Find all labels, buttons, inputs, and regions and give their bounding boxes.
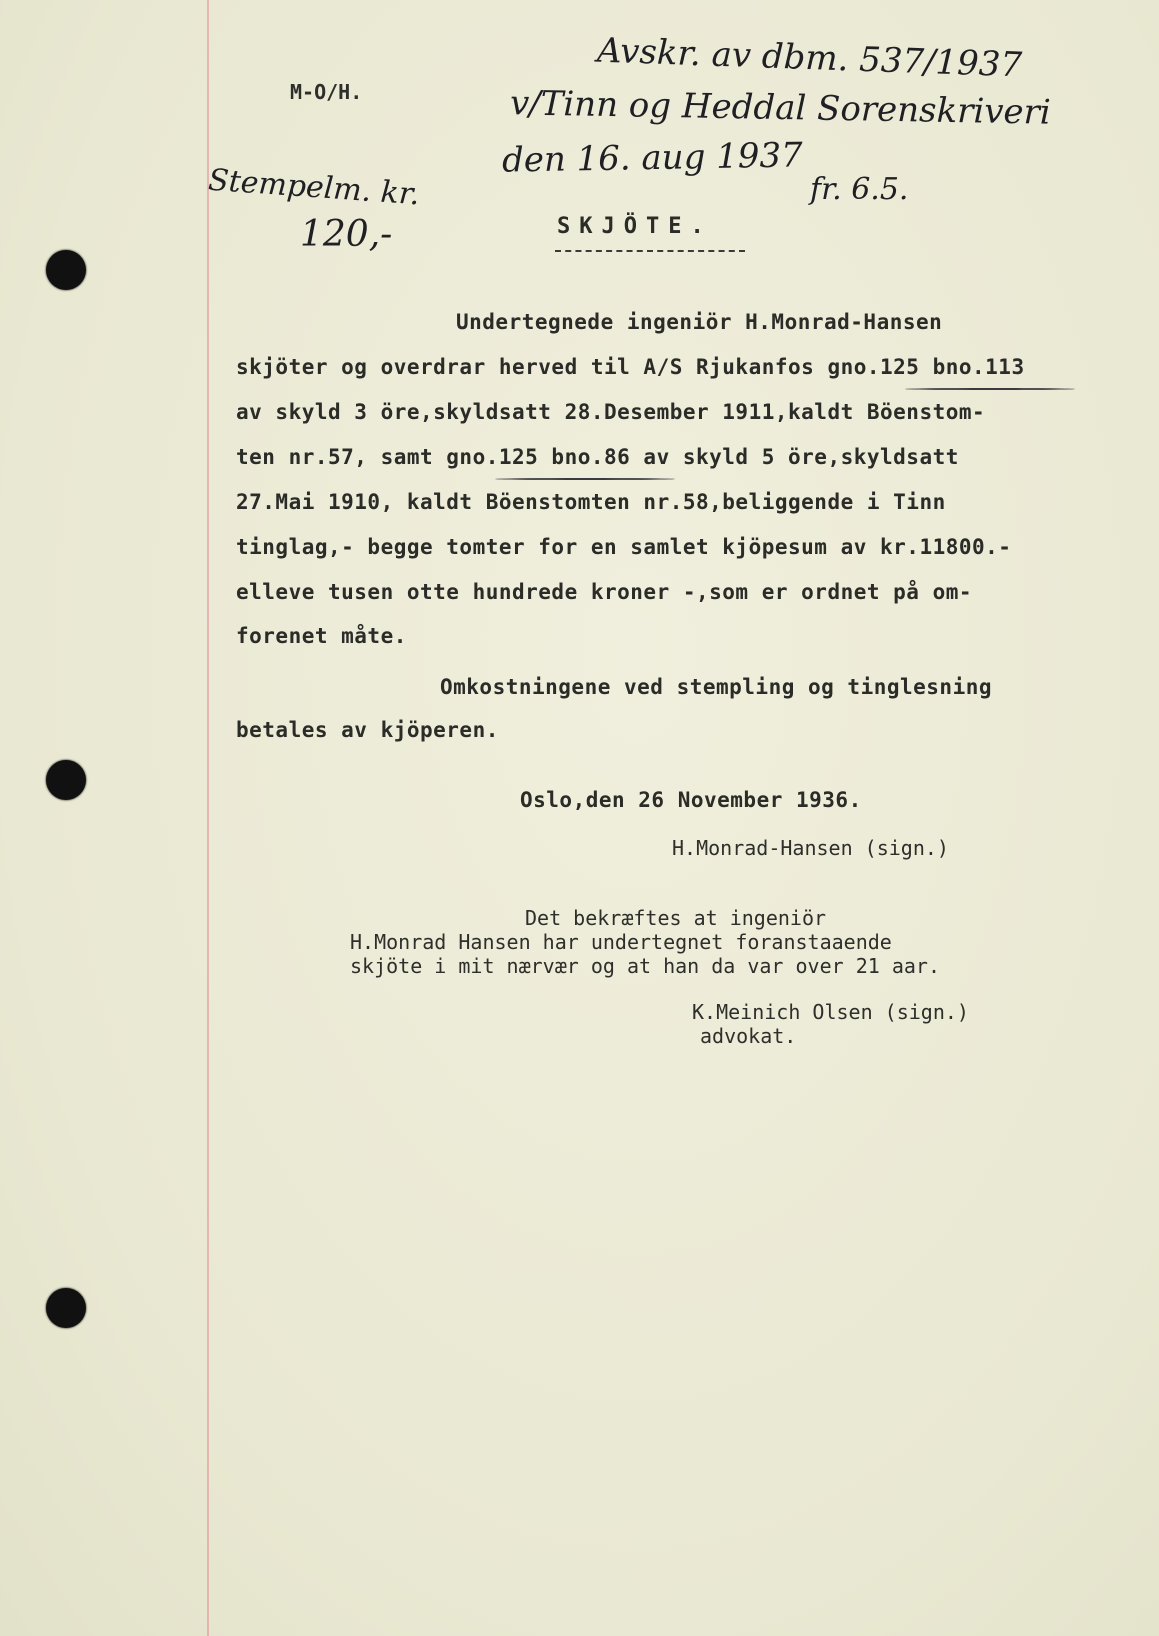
body-line-5: 27.Mai 1910, kaldt Böenstomten nr.58,beliggende i Tinn xyxy=(236,490,946,514)
body-line-4: ten nr.57, samt gno.125 bno.86 av skyld 5 öre,skyldsatt xyxy=(236,445,959,469)
handwritten-registration-line-1: Avskr. av dbm. 537/1937 xyxy=(596,30,1023,86)
witness-role: advokat. xyxy=(700,1024,797,1048)
attestation-line-3: skjöte i mit nærvær og at han da var over 21 aar. xyxy=(350,954,941,978)
costs-line-1: Omkostningene ved stempling og tinglesning xyxy=(440,675,993,699)
body-line-7: elleve tusen otte hundrede kroner -,som er ordnet på om- xyxy=(236,580,973,604)
handwritten-folio: fr. 6.5. xyxy=(810,172,909,207)
grantor-signature: H.Monrad-Hansen (sign.) xyxy=(672,836,949,860)
reference-code: M-O/H. xyxy=(290,80,363,104)
body-line-6: tinglag,- begge tomter for en samlet kjöpesum av kr.11800.- xyxy=(236,535,1012,559)
body-line-8: forenet måte. xyxy=(236,624,407,648)
body-line-1: Undertegnede ingeniör H.Monrad-Hansen xyxy=(456,310,943,334)
witness-signature: K.Meinich Olsen (sign.) xyxy=(692,1000,969,1024)
place-date: Oslo,den 26 November 1936. xyxy=(520,788,862,812)
handwritten-registration-line-3: den 16. aug 1937 xyxy=(501,135,804,181)
pen-underline-gno-125 xyxy=(905,388,1075,390)
attestation-line-2: H.Monrad Hansen har undertegnet foranstaaende xyxy=(350,930,892,954)
body-line-3: av skyld 3 öre,skyldsatt 28.Desember 1911,kaldt Böenstom- xyxy=(236,400,986,424)
punch-hole-top xyxy=(46,250,86,290)
pen-underline-gno-125-bno-86 xyxy=(495,478,675,480)
handwritten-registration-line-2: v/Tinn og Heddal Sorenskriveri xyxy=(509,83,1052,133)
costs-line-2: betales av kjöperen. xyxy=(236,718,499,742)
handwritten-stamp-fee-amount: 120,- xyxy=(300,214,393,255)
attestation-line-1: Det bekræftes at ingeniör xyxy=(525,906,827,930)
body-line-2: skjöter og overdrar herved til A/S Rjukanfos gno.125 bno.113 xyxy=(236,355,1025,379)
margin-rule xyxy=(207,0,209,1636)
punch-hole-middle xyxy=(46,760,86,800)
handwritten-stamp-fee-label: Stempelm. kr. xyxy=(207,162,421,213)
document-title: SKJÖTE. xyxy=(557,214,713,239)
punch-hole-bottom xyxy=(46,1288,86,1328)
title-underline xyxy=(555,250,745,252)
